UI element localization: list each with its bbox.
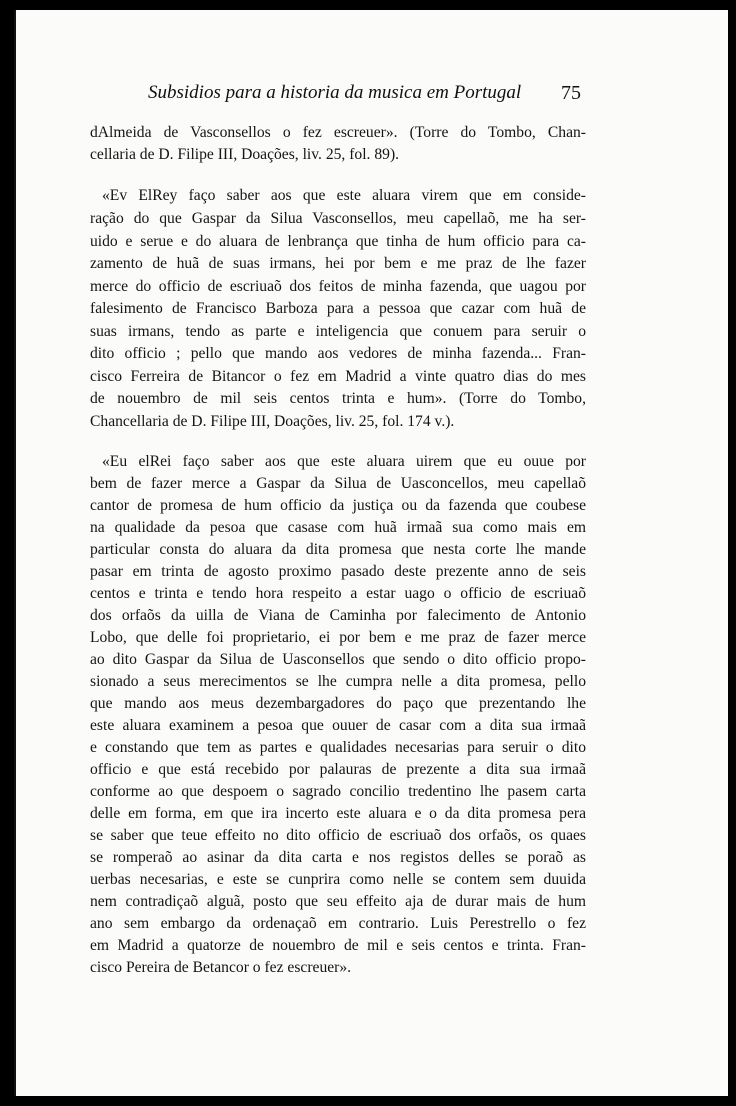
text-line: falesimento de Francisco Barboza para a pessoa que cazar com huã de — [90, 300, 586, 317]
text-line: pasar em trinta de agosto proximo pasado deste prezente anno de seis — [90, 563, 586, 580]
text-line: «Ev ElRey faço saber aos que este aluara virem que em conside- — [102, 187, 586, 204]
text-line: Chancellaria de D. Filipe III, Doações, liv. 25, fol. 174 v.). — [90, 413, 455, 430]
text-line: conforme ao que despoem o sagrado concilio tredentino lhe pasem carta — [90, 783, 586, 800]
page-number: 75 — [561, 82, 581, 104]
text-line: dAlmeida de Vasconsellos o fez escreuer». (Torre do Tombo, Chan- — [90, 124, 586, 141]
text-line: este aluara examinem a pesoa que ouuer de casar com a dita sua irmaã — [90, 717, 586, 734]
text-line: cisco Ferreira de Bitancor o fez em Madrid a vinte quatro dias do mes — [90, 368, 586, 385]
text-line: cantor de promesa de hum officio da justiça ou da fazenda que coubese — [90, 497, 586, 514]
text-line: «Eu elRei faço saber aos que este aluara uirem que eu ouue por — [102, 453, 586, 470]
text-line: cisco Pereira de Betancor o fez escreuer». — [90, 959, 352, 976]
text-line: Lobo, que delle foi proprietario, ei por bem e me praz de fazer merce — [90, 629, 586, 646]
text-line: suas irmans, tendo as parte e inteligencia que conuem para seruir o — [90, 323, 586, 340]
text-line: officio e que está recebido por palauras de prezente a dita sua irmaã — [90, 761, 586, 778]
text-line: ao dito Gaspar da Silua de Uasconsellos que sendo o dito officio propo- — [90, 651, 586, 668]
running-header: Subsidios para a historia da musica em Portugal — [148, 82, 522, 103]
text-line: se saber que teue effeito no dito officio de escriuaõ dos orfaõs, os quaes — [90, 827, 586, 844]
text-line: cellaria de D. Filipe III, Doações, liv. 25, fol. 89). — [90, 146, 400, 163]
text-line: ração do que Gaspar da Silua Vasconsellos, meu capellaõ, me ha ser- — [90, 210, 586, 227]
text-line: dito officio ; pello que mando aos vedores de minha fazenda... Fran- — [90, 345, 586, 362]
text-line: ano sem embargo da ordenaçaõ em contrario. Luis Perestrello o fez — [90, 915, 586, 932]
text-line: e constando que tem as partes e qualidades necesarias para seruir o dito — [90, 739, 586, 756]
text-line: se romperaõ ao asinar da dita carta e nos registos delles se poraõ as — [90, 849, 586, 866]
text-line: uido e serue e do aluara de lenbrança que tinha de hum officio para ca- — [90, 233, 586, 250]
text-line: bem de fazer merce a Gaspar da Silua de Uasconcellos, meu capellaõ — [90, 475, 586, 492]
text-line: de nouembro de mil seis centos trinta e hum». (Torre do Tombo, — [90, 390, 586, 407]
text-line: delle em forma, em que ira incerto este aluara e o da dita promesa pera — [90, 805, 586, 822]
text-line: que mando aos meus dezembargadores do paço que prezentando lhe — [90, 695, 586, 712]
text-line: particular consta do aluara da dita promesa que nesta corte lhe mande — [90, 541, 586, 558]
text-line: dos orfaõs da uilla de Viana de Caminha por falecimento de Antonio — [90, 607, 586, 624]
text-line: merce do officio de escriuaõ dos feitos de minha fazenda, que uagou por — [90, 278, 586, 295]
text-line: centos e trinta e tendo hora respeito a estar uago o officio de escriuaõ — [90, 585, 586, 602]
text-line: zamento de huã de suas irmans, hei por bem e me praz de lhe fazer — [90, 255, 586, 272]
text-line: em Madrid a quatorze de nouembro de mil e seis centos e trinta. Fran- — [90, 937, 586, 954]
text-line: nem contradiçaõ alguã, posto que seu effeito aja de durar mais de hum — [90, 893, 586, 910]
text-line: sionado a seus merecimentos se lhe cumpra nelle a dita promesa, pello — [90, 673, 586, 690]
text-line: na qualidade da pesoa que casase com huã irmaã sua como mais em — [90, 519, 586, 536]
text-line: uerbas necesarias, e este se cunprira como nelle se contem sem duuida — [90, 871, 586, 888]
